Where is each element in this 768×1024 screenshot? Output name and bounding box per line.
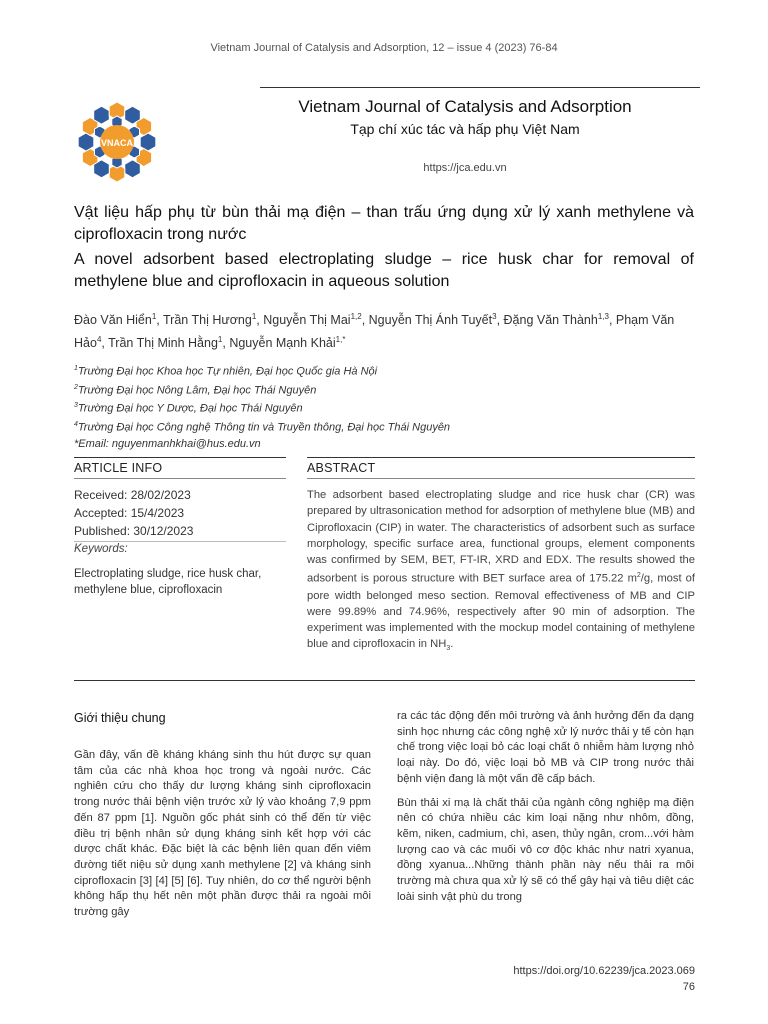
keywords-text: Electroplating sludge, rice husk char, methylene blue, ciprofloxacin xyxy=(74,568,262,596)
body-column-left xyxy=(74,748,371,929)
author-name: Nguyễn Thị Mai xyxy=(263,313,351,328)
affiliation-mark: 1 xyxy=(74,365,78,372)
published-date: Published: 30/12/2023 xyxy=(74,524,194,538)
abstract-text xyxy=(307,487,695,658)
author-separator: , xyxy=(101,336,109,351)
vnaca-logo xyxy=(76,101,158,183)
affiliation-line xyxy=(74,361,694,380)
affiliation-text: Trường Đại học Khoa học Tự nhiên, Đại học Quốc gia Hà Nội xyxy=(77,365,378,378)
journal-title: Vietnam Journal of Catalysis and Adsorption xyxy=(298,97,632,116)
author-separator: , xyxy=(222,336,230,351)
abstract-sub: 3 xyxy=(446,645,451,653)
intro-paragraph-2: ra các tác động đến môi trường và ảnh hưởng đến đa dạng sinh học nhưng các công nghệ xử lý nước thải y tế còn hạn chế trong việc loại bỏ các loại chất ô nhiễm hàm lượng nhỏ loại này. Do đó, việc loại bỏ MB và CIP trong nước thải bệnh viện đang là một vấn đề cấp bách. xyxy=(397,710,694,785)
page-number: 76 xyxy=(682,981,695,993)
author-separator: , xyxy=(156,313,164,328)
abstract-top-rule xyxy=(307,457,695,458)
affiliation-line xyxy=(74,436,694,452)
author-name: Trần Thị Minh Hằng xyxy=(108,336,218,351)
body-column-right xyxy=(397,709,694,913)
keywords-label: Keywords: xyxy=(74,543,128,555)
author-name: Trần Thị Hương xyxy=(163,313,252,328)
affiliation-line xyxy=(74,398,694,417)
affiliation-text: Trường Đại học Công nghệ Thông tin và Truyền thông, Đại học Thái Nguyên xyxy=(77,421,451,434)
abstract-sup: 2 xyxy=(636,572,641,580)
article-title-english: A novel adsorbent based electroplating sludge – rice husk char for removal of methylene blue and ciprofloxacin in aqueous solution xyxy=(74,251,694,290)
affiliation-line xyxy=(74,380,694,399)
abstract-mid-rule xyxy=(307,478,695,479)
author-affiliation-mark: 1,2 xyxy=(350,312,362,321)
running-head: Vietnam Journal of Catalysis and Adsorption, 12 – issue 4 (2023) 76-84 xyxy=(210,42,558,54)
author-affiliation-mark: 1 xyxy=(217,335,223,345)
author-separator: , xyxy=(361,313,369,328)
article-info-top-rule xyxy=(74,457,286,458)
journal-subtitle: Tạp chí xúc tác và hấp phụ Việt Nam xyxy=(350,121,580,137)
intro-paragraph-1: Gần đây, vấn đề kháng kháng sinh thu hút được sự quan tâm của các nhà khoa học trong và ngoài nước. Các nghiên cứu cho thấy dư lượng kháng sinh ciprofloxacin trong nước thải bệnh viện trước xử lý vào khoảng 7,9 ppm đến 87 ppm [1]. Nguồn gốc phát sinh có thể đến từ việc điều trị bệnh nhân sử dụng kháng sinh kết hợp với các dược chất khác. Đặc biệt là các bệnh liên quan đến viêm đường tiết niệu sử dụng xanh methylene [2] và kháng sinh ciprofloxacin [3] [4] [5] [6]. Tuy nhiên, do cơ thể người bệnh không hấp thụ hết nên một phần được thải ra ngoài môi trường gây xyxy=(74,749,371,919)
abstract-text-part-2: /g, most of pore width belonged meso section. Removal effectiveness of MB and CIP were 99.89% and 74.96%, respectively after 90 min of adsorption. The experiment was implemented with the mockup model containing of methylene blue and ciprofloxacin in NH xyxy=(307,573,695,651)
affiliation-text: Trường Đại học Y Dược, Đại học Thái Nguyên xyxy=(77,402,303,415)
keywords-rule xyxy=(74,541,286,542)
author-affiliation-mark: 1 xyxy=(151,312,157,321)
affiliation-mark: 2 xyxy=(74,383,78,391)
journal-url[interactable]: https://jca.edu.vn xyxy=(423,162,507,174)
affiliation-text: *Email: nguyenmanhkhai@hus.edu.vn xyxy=(74,437,261,450)
abstract-text-end: . xyxy=(450,638,454,651)
doi-link[interactable]: https://doi.org/10.62239/jca.2023.069 xyxy=(513,965,695,977)
affiliation-mark: 4 xyxy=(74,420,78,428)
affiliation-list xyxy=(74,361,694,452)
vnaca-logo-icon xyxy=(76,101,158,183)
article-info-mid-rule xyxy=(74,478,286,479)
received-date: Received: 28/02/2023 xyxy=(74,488,191,502)
abstract-text-part-1: The adsorbent based electroplating sludge and rice husk char (CR) was prepared by ultrasonication method for adsorption of methylene blue (MB) and Ciprofloxacin (CIP) in water. The characteristics of adsorbent such as surface morphology, specific surface area, functional groups, element components was confirmed by SEM, BET, FT-IR, XRD and EDX. The results showed the adsorbent is porous structure with BET surface area of 175.22 m xyxy=(307,489,695,586)
author-affiliation-mark: 1 xyxy=(251,312,257,321)
author-name: Nguyễn Thị Ánh Tuyết xyxy=(368,313,493,328)
author-affiliation-mark: 1,3 xyxy=(597,312,609,321)
author-affiliation-mark: 3 xyxy=(492,312,497,321)
author-separator: , xyxy=(608,313,616,328)
author-name: Phạm Văn Hảo xyxy=(74,313,675,351)
intro-paragraph-3: Bùn thải xi mạ là chất thải của ngành công nghiệp mạ điện nên có chứa nhiều các kim loại nặng như nhôm, đồng, kẽm, niken, cadmium, chì, asen, thủy ngân, crom...với hàm lượng cao và các muối vô cơ độc khác như natri xyanua, đồng xyanua...Những thành phần này nếu thải ra môi trường mà chưa qua xử lý sẽ có thể gây hại và tiêu diệt các loài sinh vật phù du trong xyxy=(397,796,694,903)
accepted-date: Accepted: 15/4/2023 xyxy=(74,506,185,520)
author-separator: , xyxy=(256,313,264,328)
introduction-heading: Giới thiệu chung xyxy=(74,711,166,725)
author-list xyxy=(74,307,694,353)
author-name: Nguyễn Mạnh Khải xyxy=(229,336,336,351)
abstract-heading: ABSTRACT xyxy=(307,461,376,475)
front-matter-bottom-rule xyxy=(74,680,695,681)
journal-divider xyxy=(260,87,700,88)
author-name: Đào Văn Hiển xyxy=(74,313,152,328)
affiliation-line xyxy=(74,417,694,436)
svg-text:VNACA: VNACA xyxy=(100,138,134,148)
affiliation-mark: 3 xyxy=(74,402,78,410)
affiliation-text: Trường Đại học Nông Lâm, Đại học Thái Nguyên xyxy=(77,384,317,397)
author-affiliation-mark: 4 xyxy=(96,335,102,345)
article-title-vietnamese: Vật liệu hấp phụ từ bùn thải mạ điện – than trấu ứng dụng xử lý xanh methylene và ciprofloxacin trong nước xyxy=(74,204,694,243)
author-separator: , xyxy=(496,313,504,328)
article-info-heading: ARTICLE INFO xyxy=(74,461,163,475)
author-affiliation-mark: 1,* xyxy=(335,335,346,345)
author-name: Đặng Văn Thành xyxy=(503,313,598,328)
